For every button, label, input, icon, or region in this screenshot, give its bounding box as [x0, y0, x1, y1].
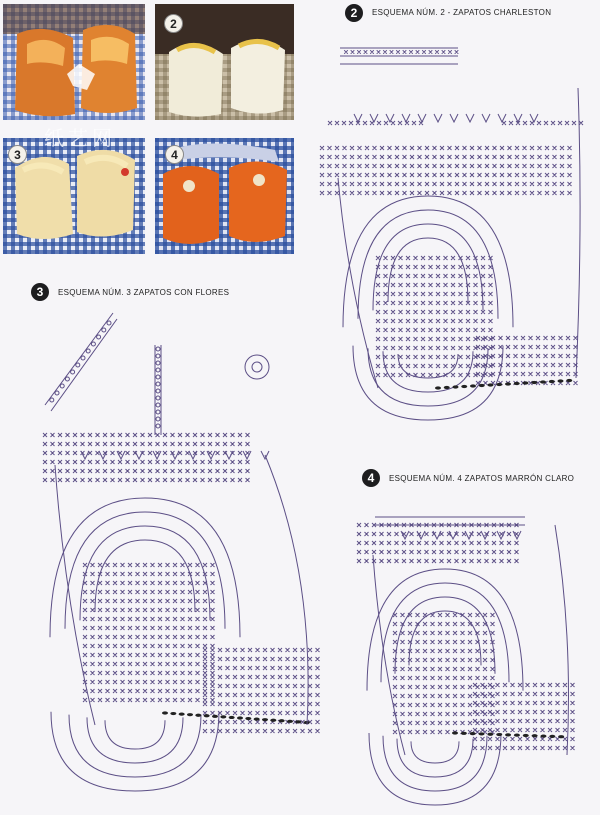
scheme-caption: ESQUEMA NÚM. 3 ZAPATOS CON FLORES	[58, 288, 230, 297]
scheme-caption: ESQUEMA NÚM. 2 - ZAPATOS CHARLESTON	[372, 8, 552, 17]
scheme-number-badge: 4	[362, 469, 380, 487]
scheme-number-badge: 2	[345, 4, 363, 22]
scheme-number-badge: 3	[31, 283, 49, 301]
photo-number-badge: 4	[165, 145, 184, 164]
scheme-caption: ESQUEMA NÚM. 4 ZAPATOS MARRÓN CLARO	[389, 474, 575, 483]
photo-number-badge: 3	[8, 145, 27, 164]
photo-number-badge: 2	[164, 14, 183, 33]
crochet-diagram-charleston	[318, 28, 593, 450]
photo-1-orange-shoes	[3, 4, 145, 120]
watermark-text: 纸艺网	[44, 126, 116, 150]
crochet-diagram-light-brown	[355, 495, 590, 810]
crochet-diagram-flowers	[25, 305, 330, 810]
